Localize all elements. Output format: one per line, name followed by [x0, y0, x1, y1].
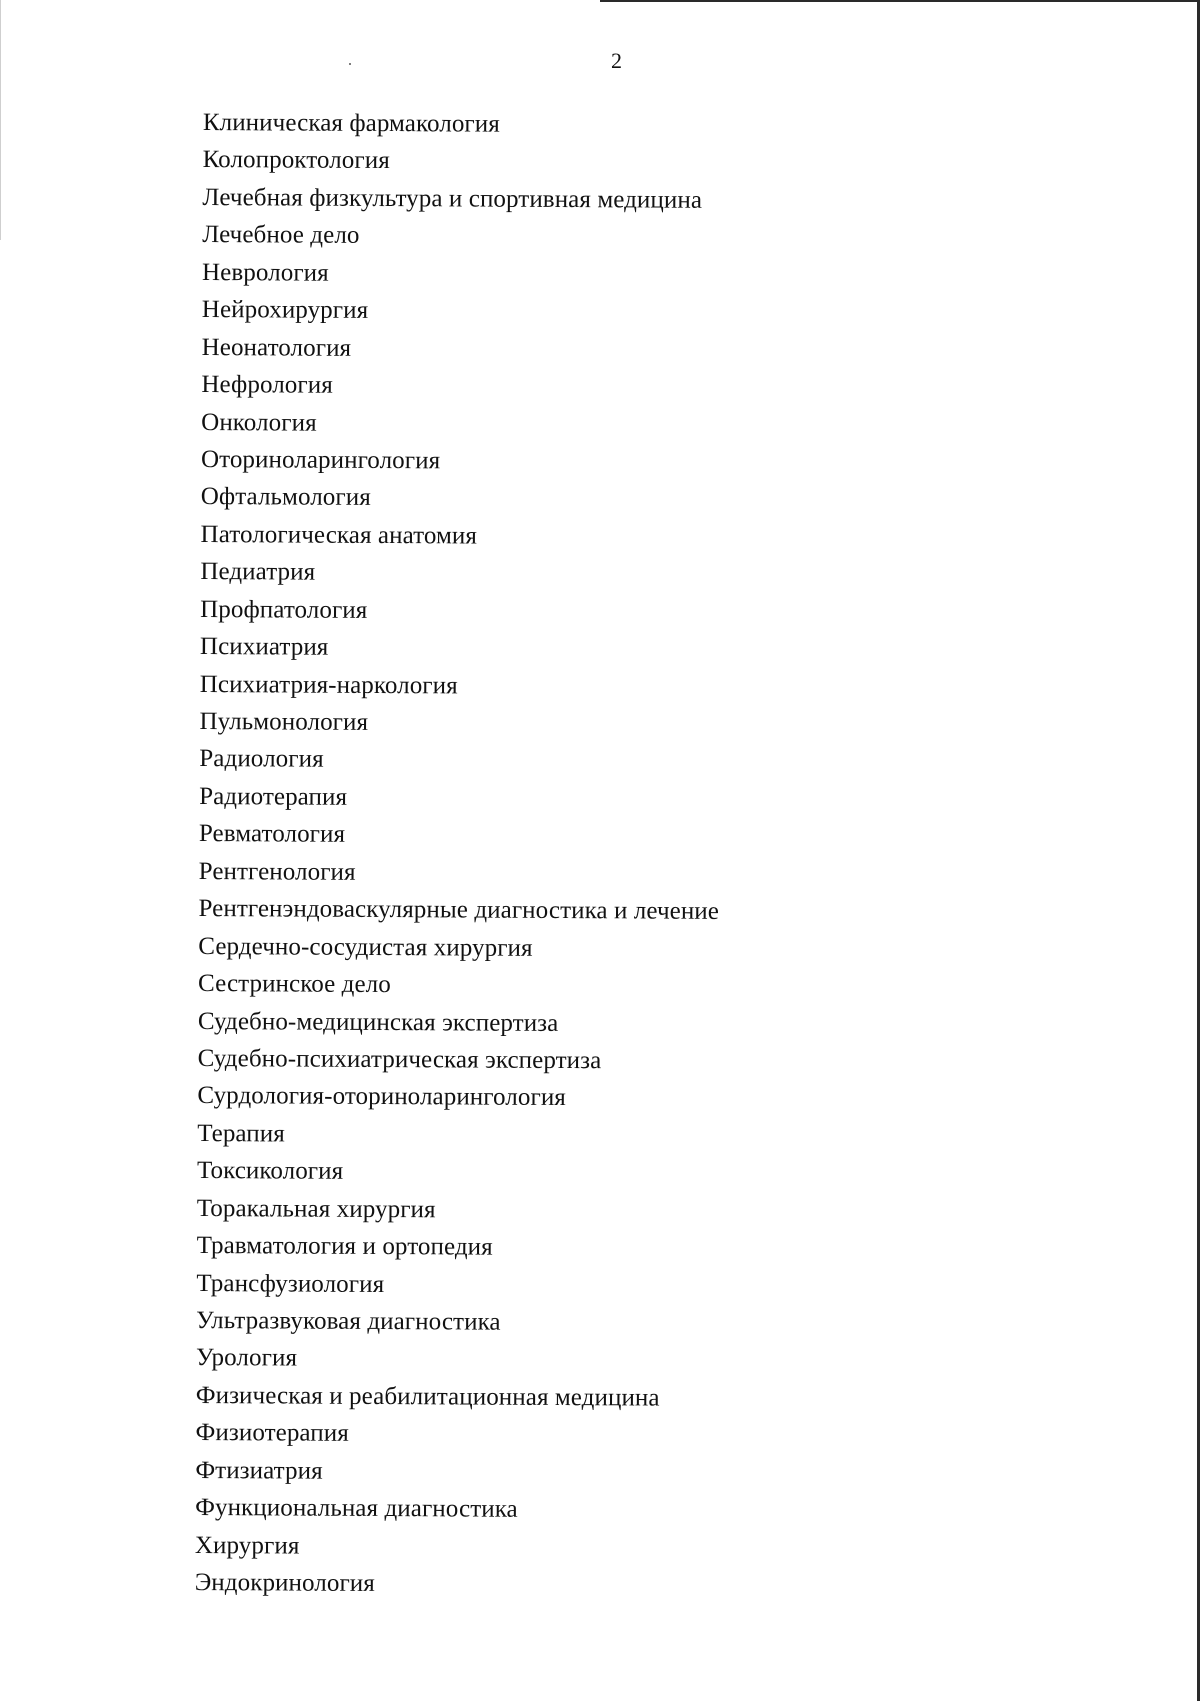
- scan-border-left: [0, 0, 1, 240]
- specialty-item: Урология: [195, 1344, 298, 1372]
- specialty-item: Сестринское дело: [198, 970, 391, 999]
- specialty-list: [195, 104, 724, 1604]
- specialty-item: Патологическая анатомия: [200, 520, 478, 550]
- specialty-item: Онкология: [201, 408, 317, 437]
- specialty-item: Функциональная диагностика: [195, 1494, 518, 1523]
- specialty-item: Судебно-психиатрическая экспертиза: [197, 1044, 602, 1075]
- scan-speck: [349, 63, 351, 65]
- specialty-item: Лечебное дело: [202, 221, 360, 250]
- specialty-item: Клиническая фармакология: [202, 108, 500, 138]
- specialty-item: Радиология: [199, 745, 324, 774]
- specialty-item: Хирургия: [194, 1531, 300, 1560]
- specialty-item: Торакальная хирургия: [196, 1194, 436, 1224]
- scan-border-top: [600, 0, 1200, 2]
- page-number: 2: [611, 48, 622, 73]
- specialty-item: Колопроктология: [202, 146, 390, 175]
- specialty-item: Фтизиатрия: [195, 1456, 323, 1485]
- specialty-item: Ревматология: [198, 820, 346, 849]
- specialty-item: Травматология и ортопедия: [196, 1232, 493, 1261]
- specialty-item: Психиатрия-наркология: [199, 670, 458, 699]
- specialty-item: Профпатология: [200, 595, 368, 624]
- specialty-item: Сердечно-сосудистая хирургия: [198, 932, 533, 962]
- specialty-item: Рентгенология: [198, 857, 356, 886]
- specialty-item: Физиотерапия: [195, 1419, 349, 1448]
- specialty-item: Радиотерапия: [199, 782, 348, 811]
- specialty-item: Судебно-медицинская экспертиза: [197, 1007, 559, 1037]
- specialty-item: Нейрохирургия: [201, 296, 369, 325]
- specialty-item: Неврология: [201, 258, 329, 287]
- specialty-item: Неонатология: [201, 333, 352, 362]
- specialty-item: Эндокринология: [194, 1569, 376, 1598]
- specialty-item: Терапия: [197, 1119, 285, 1148]
- specialty-item: Токсикология: [196, 1157, 344, 1186]
- specialty-item: Нефрология: [201, 371, 333, 399]
- specialty-item: Оториноларингология: [200, 445, 441, 475]
- specialty-item: Психиатрия: [199, 633, 329, 661]
- specialty-item: Пульмонология: [199, 707, 369, 736]
- specialty-item: Трансфузиология: [196, 1269, 385, 1298]
- specialty-item: Лечебная физкультура и спортивная медицина: [202, 183, 703, 214]
- specialty-item: Сурдология-оториноларингология: [197, 1082, 567, 1112]
- specialty-item: Педиатрия: [200, 558, 316, 586]
- specialty-item: Физическая и реабилитационная медицина: [195, 1381, 660, 1412]
- specialty-item: Офтальмология: [200, 483, 371, 512]
- specialty-item: Ультразвуковая диагностика: [196, 1306, 501, 1336]
- specialty-item: Рентгенэндоваскулярные диагностика и лечение: [198, 895, 720, 926]
